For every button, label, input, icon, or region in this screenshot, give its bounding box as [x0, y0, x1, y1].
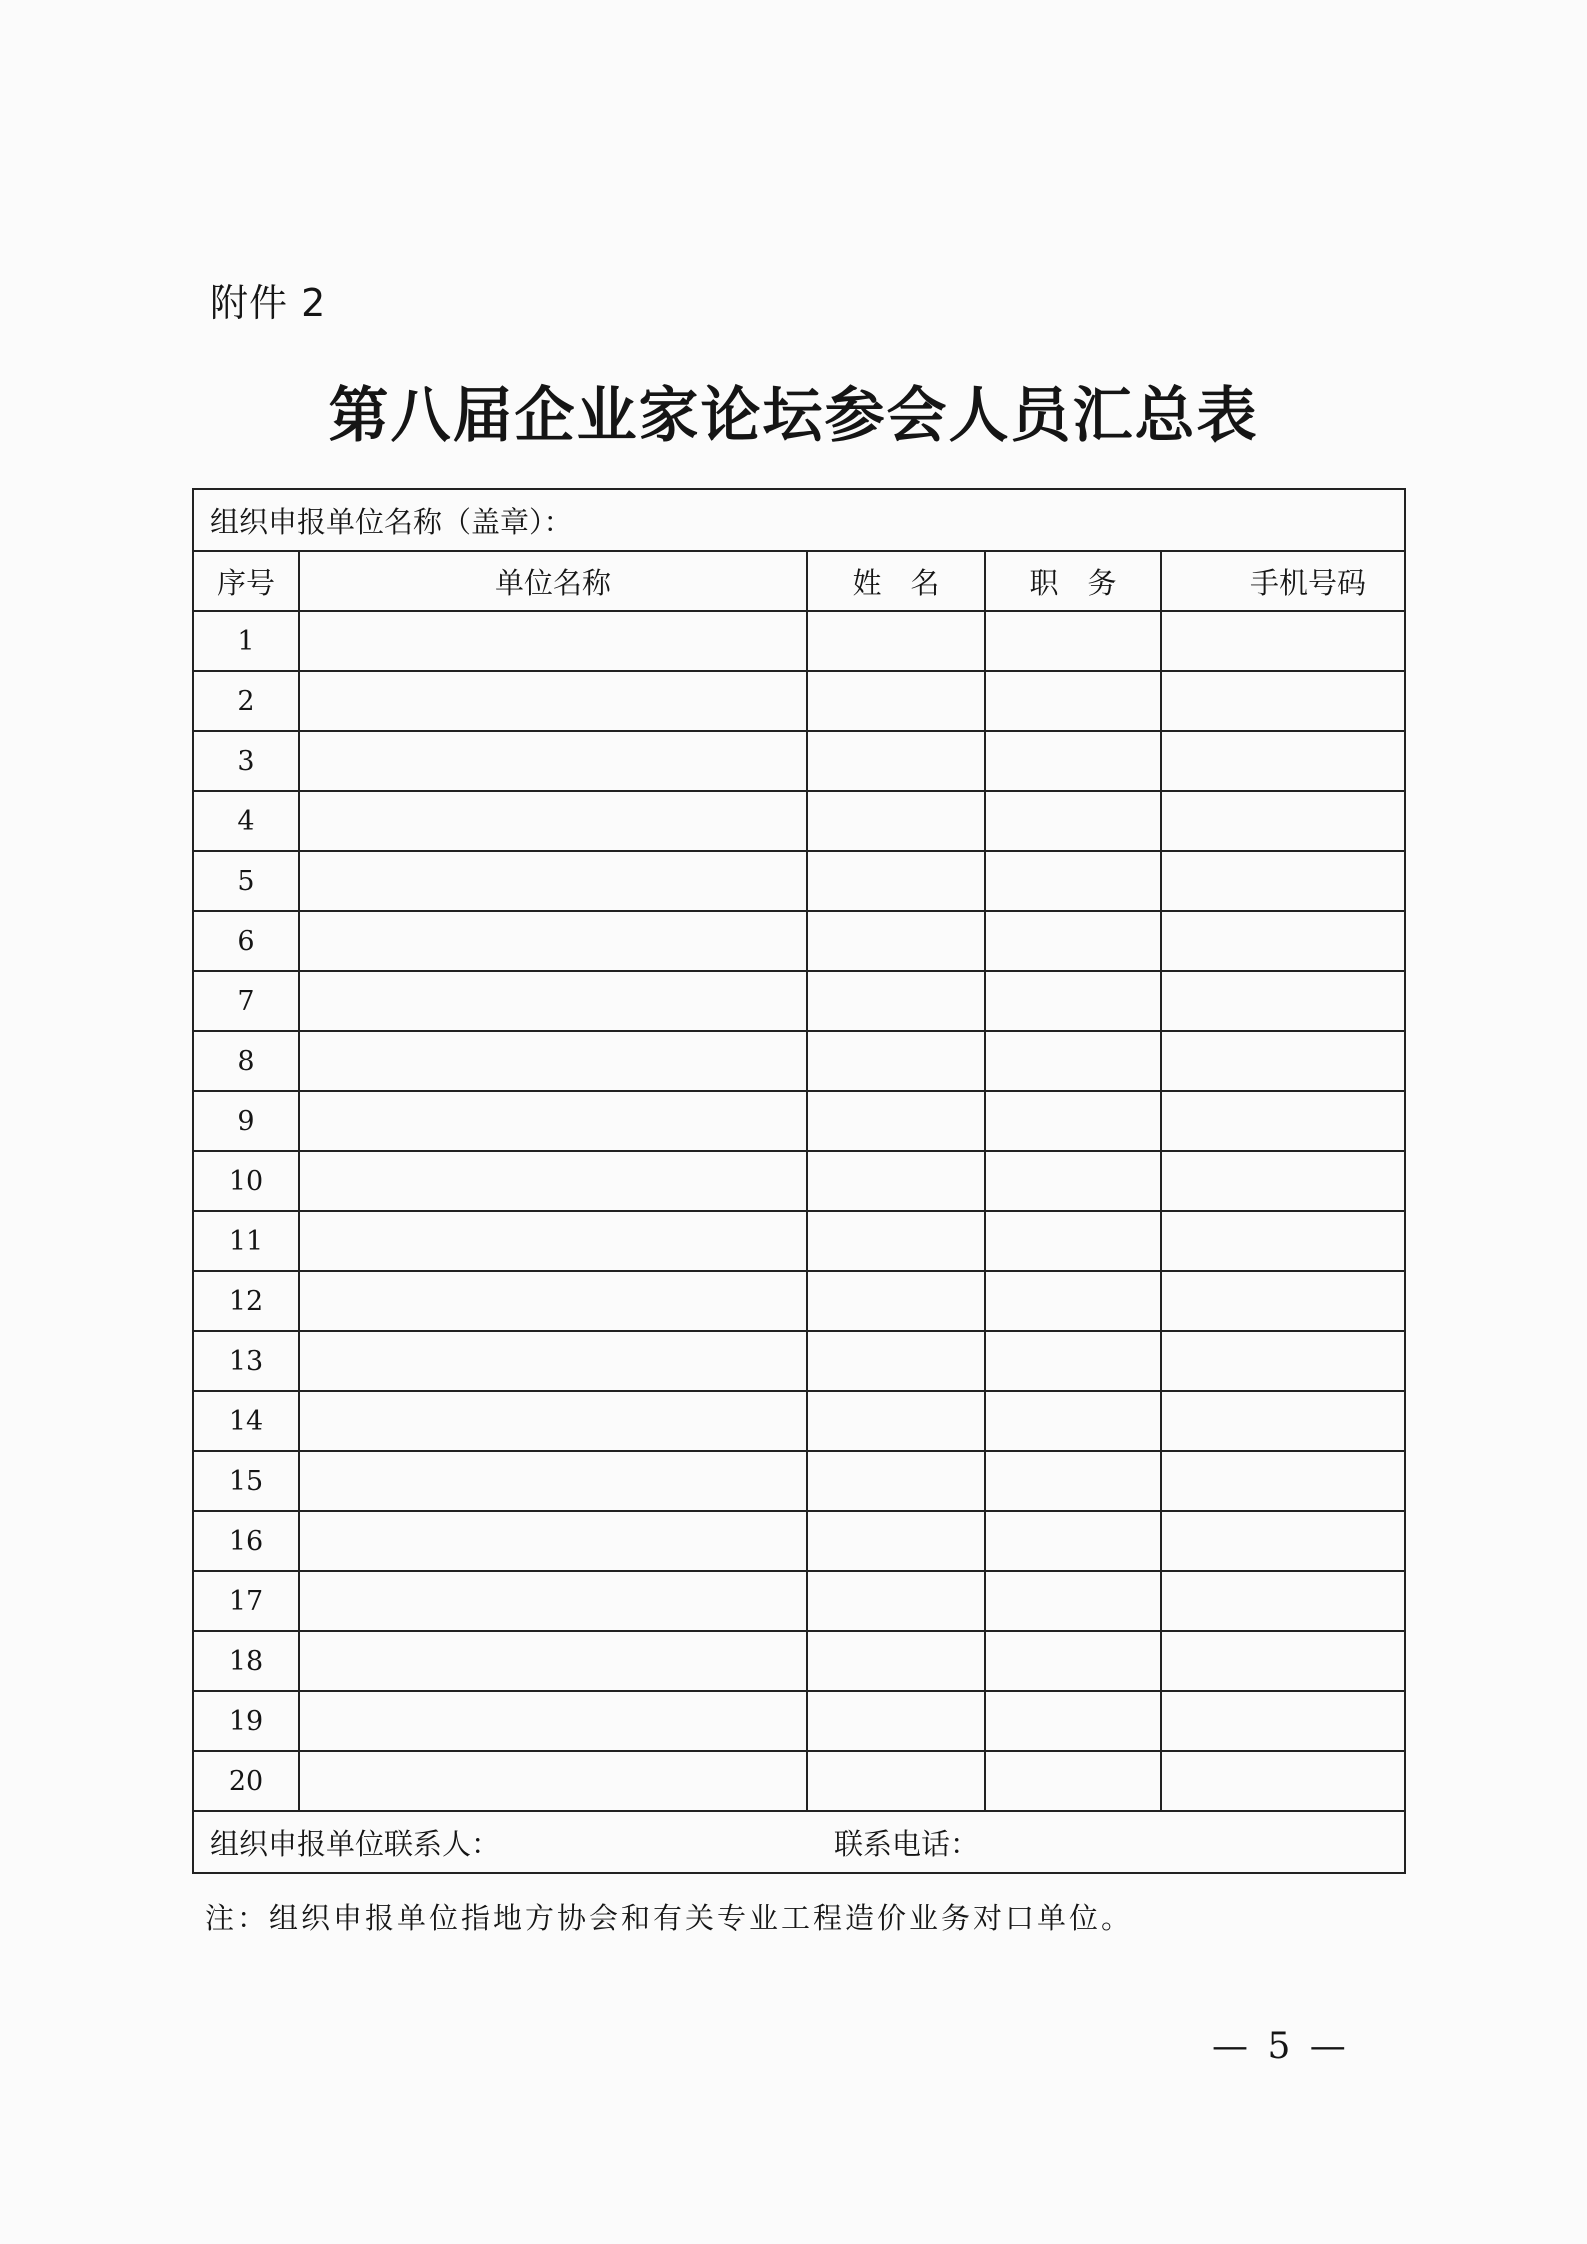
cell-phone[interactable] — [1161, 1451, 1405, 1511]
row-seq: 3 — [193, 731, 299, 791]
cell-name[interactable] — [807, 1451, 985, 1511]
cell-phone[interactable] — [1161, 1151, 1405, 1211]
cell-name[interactable] — [807, 791, 985, 851]
cell-position[interactable] — [985, 1331, 1161, 1391]
cell-name[interactable] — [807, 1031, 985, 1091]
row-seq: 8 — [193, 1031, 299, 1091]
cell-unit-name[interactable] — [299, 1571, 807, 1631]
contact-row — [193, 1811, 1405, 1873]
table-row — [193, 671, 1405, 731]
cell-phone[interactable] — [1161, 1331, 1405, 1391]
row-seq: 7 — [193, 971, 299, 1031]
cell-phone[interactable] — [1161, 1691, 1405, 1751]
cell-position[interactable] — [985, 1751, 1161, 1811]
cell-phone[interactable] — [1161, 1091, 1405, 1151]
cell-position[interactable] — [985, 1631, 1161, 1691]
cell-phone[interactable] — [1161, 851, 1405, 911]
cell-unit-name[interactable] — [299, 1331, 807, 1391]
row-seq: 1 — [193, 611, 299, 671]
cell-unit-name[interactable] — [299, 1391, 807, 1451]
cell-position[interactable] — [985, 1691, 1161, 1751]
cell-unit-name[interactable] — [299, 1631, 807, 1691]
cell-unit-name[interactable] — [299, 731, 807, 791]
cell-name[interactable] — [807, 611, 985, 671]
table-row — [193, 1751, 1405, 1811]
cell-position[interactable] — [985, 1451, 1161, 1511]
cell-phone[interactable] — [1161, 971, 1405, 1031]
cell-unit-name[interactable] — [299, 911, 807, 971]
row-seq: 11 — [193, 1211, 299, 1271]
cell-unit-name[interactable] — [299, 971, 807, 1031]
cell-position[interactable] — [985, 1151, 1161, 1211]
cell-phone[interactable] — [1161, 1751, 1405, 1811]
cell-unit-name[interactable] — [299, 1691, 807, 1751]
cell-unit-name[interactable] — [299, 1451, 807, 1511]
cell-position[interactable] — [985, 851, 1161, 911]
cell-phone[interactable] — [1161, 1571, 1405, 1631]
table-row — [193, 791, 1405, 851]
cell-name[interactable] — [807, 1751, 985, 1811]
header-phone: 手机号码 — [1161, 551, 1405, 611]
table-row — [193, 1031, 1405, 1091]
attachment-label: 附件 2 — [210, 281, 327, 325]
table-row — [193, 1391, 1405, 1451]
cell-position[interactable] — [985, 1571, 1161, 1631]
cell-name[interactable] — [807, 1331, 985, 1391]
cell-name[interactable] — [807, 1631, 985, 1691]
page-title: 第八届企业家论坛参会人员汇总表 — [328, 381, 1259, 451]
header-name: 姓 名 — [807, 551, 985, 611]
cell-position[interactable] — [985, 671, 1161, 731]
row-seq: 15 — [193, 1451, 299, 1511]
cell-position[interactable] — [985, 1391, 1161, 1451]
cell-position[interactable] — [985, 791, 1161, 851]
page-number: — 5 — — [1212, 2026, 1350, 2067]
cell-phone[interactable] — [1161, 1031, 1405, 1091]
table-row — [193, 971, 1405, 1031]
table-row — [193, 1631, 1405, 1691]
cell-unit-name[interactable] — [299, 1271, 807, 1331]
table-header-row — [193, 551, 1405, 611]
row-seq: 2 — [193, 671, 299, 731]
table-row — [193, 731, 1405, 791]
cell-unit-name[interactable] — [299, 851, 807, 911]
cell-phone[interactable] — [1161, 1631, 1405, 1691]
cell-name[interactable] — [807, 851, 985, 911]
table-row — [193, 1211, 1405, 1271]
row-seq: 20 — [193, 1751, 299, 1811]
cell-position[interactable] — [985, 1511, 1161, 1571]
contact-person-label: 组织申报单位联系人： — [210, 1826, 501, 1861]
cell-name[interactable] — [807, 1271, 985, 1331]
org-name-label: 组织申报单位名称（盖章）： — [193, 489, 1405, 551]
cell-name[interactable] — [807, 671, 985, 731]
cell-phone[interactable] — [1161, 1211, 1405, 1271]
row-seq: 4 — [193, 791, 299, 851]
cell-phone[interactable] — [1161, 911, 1405, 971]
header-position: 职 务 — [985, 551, 1161, 611]
cell-position[interactable] — [985, 911, 1161, 971]
cell-unit-name[interactable] — [299, 1511, 807, 1571]
header-seq: 序号 — [193, 551, 299, 611]
table-row — [193, 611, 1405, 671]
cell-unit-name[interactable] — [299, 1751, 807, 1811]
cell-position[interactable] — [985, 1271, 1161, 1331]
table-row — [193, 1331, 1405, 1391]
table-row — [193, 1091, 1405, 1151]
cell-phone[interactable] — [1161, 1511, 1405, 1571]
row-seq: 16 — [193, 1511, 299, 1571]
header-unit-name: 单位名称 — [299, 551, 807, 611]
cell-name[interactable] — [807, 911, 985, 971]
attendee-summary-table — [192, 488, 1406, 1874]
contact-phone-label: 联系电话： — [834, 1826, 980, 1861]
row-seq: 19 — [193, 1691, 299, 1751]
cell-phone[interactable] — [1161, 1271, 1405, 1331]
footnote: 注：组织申报单位指地方协会和有关专业工程造价业务对口单位。 — [205, 1901, 1134, 1935]
table-row — [193, 1151, 1405, 1211]
row-seq: 10 — [193, 1151, 299, 1211]
table-row — [193, 911, 1405, 971]
cell-phone[interactable] — [1161, 791, 1405, 851]
cell-name[interactable] — [807, 1691, 985, 1751]
cell-unit-name[interactable] — [299, 1211, 807, 1271]
row-seq: 5 — [193, 851, 299, 911]
row-seq: 12 — [193, 1271, 299, 1331]
cell-position[interactable] — [985, 971, 1161, 1031]
table-row — [193, 1271, 1405, 1331]
cell-unit-name[interactable] — [299, 611, 807, 671]
row-seq: 9 — [193, 1091, 299, 1151]
row-seq: 14 — [193, 1391, 299, 1451]
cell-unit-name[interactable] — [299, 1151, 807, 1211]
cell-name[interactable] — [807, 1571, 985, 1631]
cell-name[interactable] — [807, 1151, 985, 1211]
row-seq: 18 — [193, 1631, 299, 1691]
row-seq: 6 — [193, 911, 299, 971]
cell-name[interactable] — [807, 1091, 985, 1151]
table-row — [193, 851, 1405, 911]
cell-position[interactable] — [985, 1031, 1161, 1091]
row-seq: 13 — [193, 1331, 299, 1391]
cell-unit-name[interactable] — [299, 791, 807, 851]
cell-name[interactable] — [807, 1391, 985, 1451]
table-row — [193, 1691, 1405, 1751]
table-row — [193, 1451, 1405, 1511]
cell-phone[interactable] — [1161, 611, 1405, 671]
cell-name[interactable] — [807, 971, 985, 1031]
cell-phone[interactable] — [1161, 671, 1405, 731]
cell-name[interactable] — [807, 1511, 985, 1571]
cell-position[interactable] — [985, 611, 1161, 671]
cell-position[interactable] — [985, 731, 1161, 791]
contact-cell — [193, 1811, 1405, 1873]
cell-position[interactable] — [985, 1091, 1161, 1151]
org-name-row — [193, 489, 1405, 551]
cell-name[interactable] — [807, 731, 985, 791]
table-row — [193, 1571, 1405, 1631]
cell-phone[interactable] — [1161, 1391, 1405, 1451]
table-row — [193, 1511, 1405, 1571]
cell-unit-name[interactable] — [299, 1091, 807, 1151]
cell-name[interactable] — [807, 1211, 985, 1271]
cell-phone[interactable] — [1161, 731, 1405, 791]
cell-unit-name[interactable] — [299, 671, 807, 731]
cell-unit-name[interactable] — [299, 1031, 807, 1091]
cell-position[interactable] — [985, 1211, 1161, 1271]
row-seq: 17 — [193, 1571, 299, 1631]
